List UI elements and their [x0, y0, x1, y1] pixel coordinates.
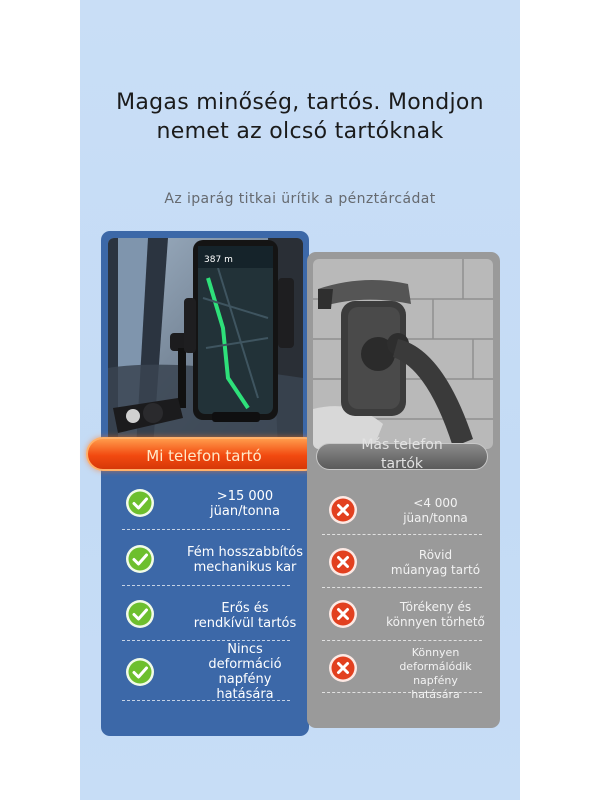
right-feature-4-line-4: hatására	[411, 688, 460, 701]
check-icon	[125, 488, 155, 518]
cross-icon	[328, 599, 358, 629]
cross-icon	[328, 653, 358, 683]
right-feature-1-line-2: jüan/tonna	[403, 511, 468, 525]
left-feature-1-line-1: >15 000	[216, 489, 274, 504]
right-feature-row	[328, 546, 498, 582]
right-feature-row	[328, 646, 498, 708]
divider	[122, 529, 290, 530]
left-feature-row	[125, 642, 305, 704]
cross-icon	[328, 495, 358, 525]
right-feature-row	[328, 598, 498, 634]
divider	[122, 700, 290, 701]
divider	[122, 640, 290, 641]
left-feature-row	[125, 543, 305, 579]
headline-line-1: Magas minőség, tartós. Mondjon	[116, 90, 484, 115]
left-feature-4-line-1: Nincs	[227, 642, 263, 657]
right-feature-1-line-1: <4 000	[413, 496, 458, 510]
right-feature-row	[328, 494, 498, 530]
subtitle: Az iparág titkai ürítik a pénztárcádat	[164, 191, 436, 207]
our-product-label: Mi telefon tartó	[86, 437, 322, 471]
cross-icon	[328, 547, 358, 577]
phone-distance-readout: 387 m	[204, 255, 233, 265]
check-icon	[125, 657, 155, 687]
left-feature-2-line-2: mechanikus kar	[193, 560, 297, 575]
right-feature-4-line-2: deformálódik	[399, 660, 472, 673]
headline-line-2: nemet az olcsó tartóknak	[156, 119, 444, 144]
other-label-line-2: tartók	[381, 456, 423, 472]
left-feature-4-line-2: deformáció	[208, 657, 282, 672]
left-feature-3-line-2: rendkívül tartós	[193, 616, 297, 631]
right-feature-3-line-2: könnyen törhető	[386, 615, 485, 629]
left-feature-row	[125, 487, 305, 523]
divider	[322, 534, 482, 535]
divider	[322, 640, 482, 641]
check-icon	[125, 599, 155, 629]
left-feature-1-line-2: jüan/tonna	[210, 504, 280, 519]
our-holder-photo	[108, 238, 303, 448]
right-feature-4-line-3: napfény	[413, 674, 458, 687]
right-feature-3-line-1: Törékeny és	[399, 600, 472, 614]
other-product-label	[316, 437, 488, 472]
right-feature-4-line-1: Könnyen	[411, 646, 460, 659]
right-feature-2-line-1: Rövid	[418, 548, 453, 562]
check-icon	[125, 544, 155, 574]
phone-holder-image	[108, 238, 303, 448]
other-holder-photo	[313, 259, 493, 449]
left-feature-row	[125, 598, 305, 634]
left-feature-4-line-3: napfény	[218, 672, 272, 687]
right-feature-2-line-2: műanyag tartó	[390, 563, 481, 577]
left-feature-4-line-4: hatására	[216, 687, 274, 702]
divider	[322, 587, 482, 588]
cheap-holder-image	[313, 259, 493, 449]
other-label-line-1: Más telefon	[361, 437, 443, 453]
left-feature-2-line-1: Fém hosszabbítós	[186, 545, 304, 560]
headline	[80, 88, 520, 146]
divider	[322, 692, 482, 693]
left-feature-3-line-1: Erős és	[221, 601, 269, 616]
divider	[122, 585, 290, 586]
